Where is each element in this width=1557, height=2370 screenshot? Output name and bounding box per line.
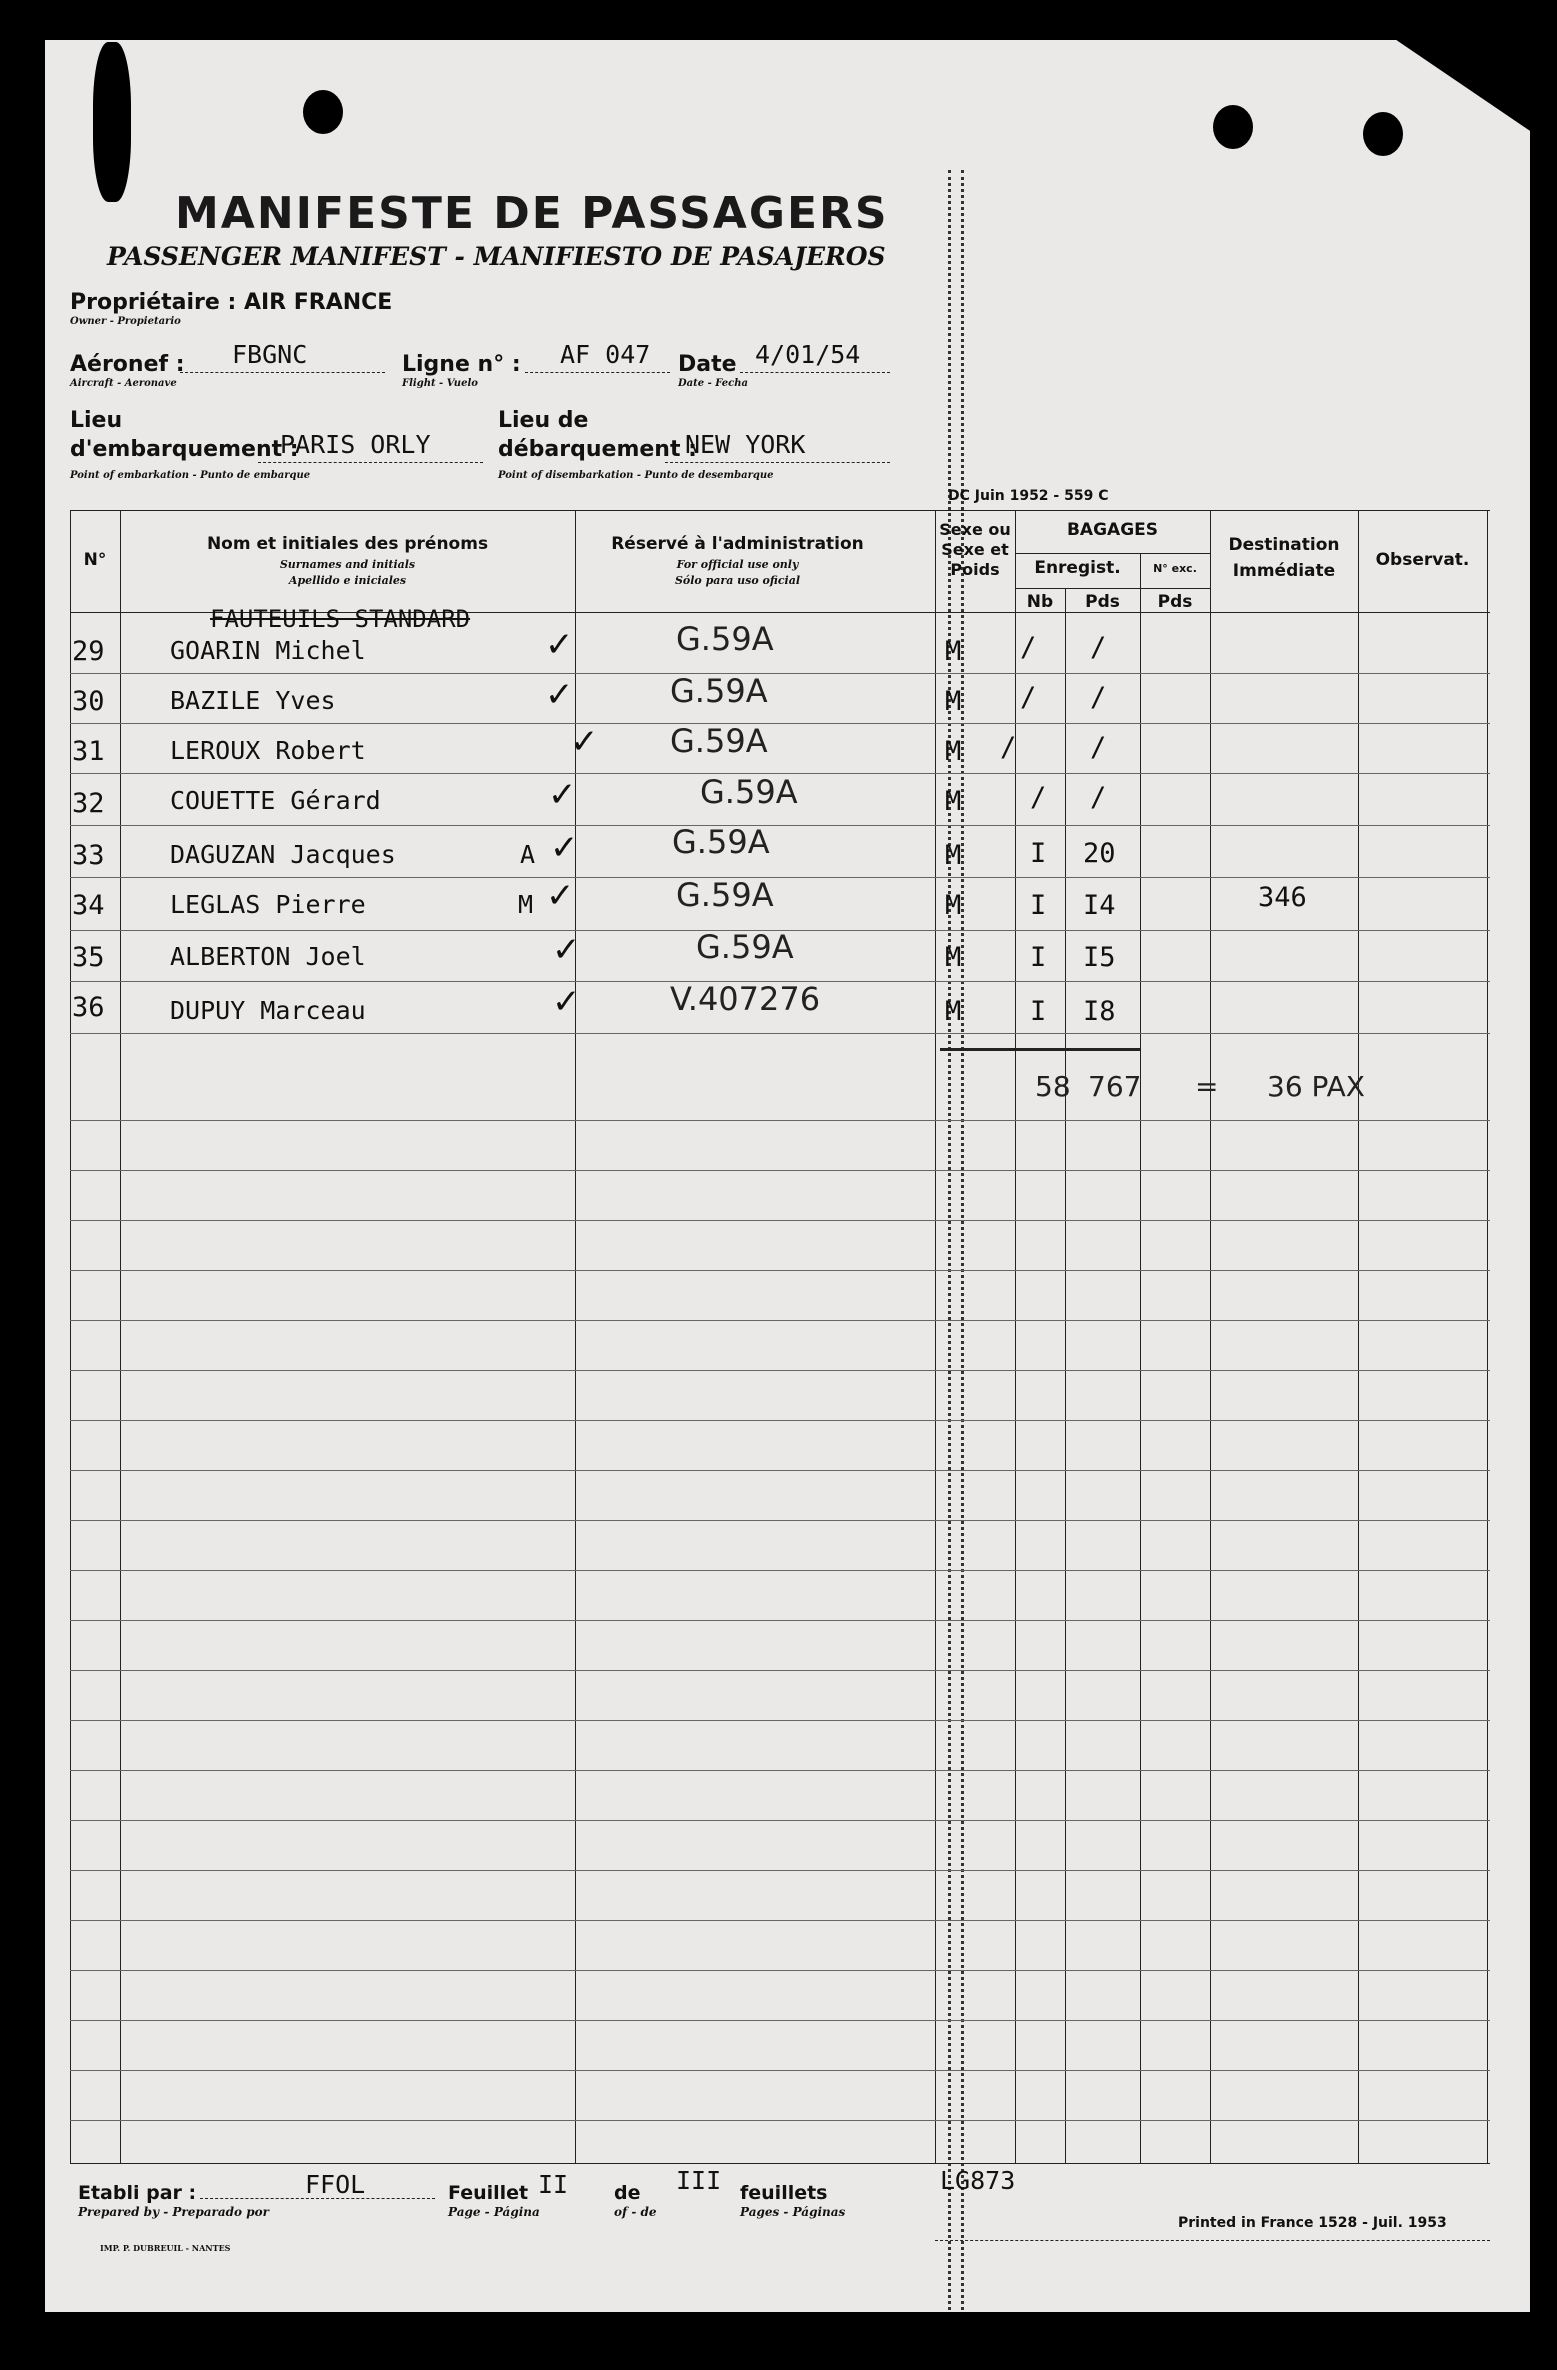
col-exc-pds-header: Pds — [1157, 592, 1193, 612]
sex-value: M — [945, 786, 962, 817]
passenger-name: BAZILE Yves — [170, 686, 336, 715]
bag-nb: I — [1030, 890, 1047, 921]
bag-pds: / — [1090, 682, 1107, 713]
bag-nb: I — [1030, 942, 1047, 973]
admin-note: G.59A — [670, 672, 768, 710]
col-obs-header: Observat. — [1375, 550, 1470, 570]
row-number: 32 — [72, 788, 105, 819]
disembark-label-2: débarquement : — [498, 437, 697, 462]
section-note: FAUTEUILS STANDARD — [210, 605, 471, 633]
total-pds: 767 — [1088, 1070, 1142, 1103]
pages-sub: Pages - Páginas — [740, 2205, 846, 2219]
check-mark: ✓ — [548, 775, 577, 815]
total-eq: = — [1195, 1070, 1219, 1103]
col-admin-en: For official use only — [676, 558, 799, 571]
admin-note: G.59A — [676, 876, 774, 914]
check-mark: ✓ — [545, 625, 574, 665]
check-mark: ✓ — [552, 982, 581, 1022]
col-enreg-header: Enregist. — [1034, 558, 1121, 578]
sex-value: M — [945, 996, 962, 1027]
owner-label: Propriétaire : AIR FRANCE — [70, 290, 393, 315]
ink-stain — [93, 42, 131, 202]
destination-note: 346 — [1258, 882, 1307, 913]
bag-nb: I — [1030, 996, 1047, 1027]
bag-nb: / — [1000, 732, 1017, 763]
bag-pds: I5 — [1083, 942, 1116, 973]
date-sub: Date - Fecha — [678, 378, 748, 389]
passenger-mark: A — [520, 840, 536, 869]
flight-value: AF 047 — [560, 340, 651, 369]
embark-label-2: d'embarquement : — [70, 437, 299, 462]
owner-sub: Owner - Propietario — [70, 316, 181, 327]
page-label: Feuillet — [448, 2182, 529, 2204]
aircraft-value: FBGNC — [232, 340, 308, 369]
bag-pds: / — [1090, 782, 1107, 813]
check-mark: ✓ — [546, 876, 575, 916]
col-admin-header: Réservé à l'administration — [611, 534, 864, 554]
disembark-sub: Point of disembarkation - Punto de desembarque — [498, 470, 774, 481]
sex-value: M — [945, 736, 962, 767]
passenger-mark: M — [518, 890, 534, 919]
date-label: Date — [678, 352, 737, 377]
passenger-name: ALBERTON Joel — [170, 942, 366, 971]
check-mark: ✓ — [550, 828, 579, 868]
admin-note: G.59A — [696, 928, 794, 966]
flight-label: Ligne n° : — [402, 352, 521, 377]
row-number: 36 — [72, 992, 105, 1023]
flight-sub: Flight - Vuelo — [402, 378, 478, 389]
printer-imprint: IMP. P. DUBREUIL - NANTES — [100, 2243, 231, 2253]
sex-value: M — [945, 636, 962, 667]
row-number: 33 — [72, 840, 105, 871]
of-label: de — [614, 2182, 641, 2204]
of-sub: of - de — [614, 2205, 657, 2219]
admin-note: V.407276 — [670, 980, 821, 1018]
page-value: II — [538, 2170, 569, 2199]
total-nb: 58 — [1035, 1070, 1071, 1103]
col-no-header: N° — [83, 550, 107, 570]
admin-note: G.59A — [700, 773, 798, 811]
aircraft-label: Aéronef : — [70, 352, 185, 377]
sex-value: M — [945, 890, 962, 921]
passenger-name: GOARIN Michel — [170, 636, 366, 665]
check-mark: ✓ — [545, 675, 574, 715]
disembark-value: NEW YORK — [685, 430, 806, 459]
col-nb-header: Nb — [1026, 592, 1054, 612]
date-value: 4/01/54 — [755, 340, 861, 369]
row-number: 30 — [72, 686, 105, 717]
embark-value: PARIS ORLY — [280, 430, 431, 459]
sex-value: M — [945, 942, 962, 973]
col-dest-header: Destination Immédiate — [1228, 535, 1340, 581]
disembark-label-1: Lieu de — [498, 408, 589, 433]
page-subtitle: PASSENGER MANIFEST - MANIFIESTO DE PASAJEROS — [107, 242, 886, 271]
bag-nb: / — [1020, 682, 1037, 713]
admin-note: G.59A — [676, 620, 774, 658]
passenger-name: LEROUX Robert — [170, 736, 366, 765]
bag-pds: I4 — [1083, 890, 1116, 921]
prepared-sub: Prepared by - Preparado por — [78, 2205, 269, 2219]
col-pds-header: Pds — [1085, 592, 1120, 612]
col-name-en: Surnames and initials — [279, 558, 416, 571]
bag-nb: / — [1020, 632, 1037, 663]
pages-label: feuillets — [740, 2182, 828, 2204]
row-number: 31 — [72, 736, 105, 767]
passenger-name: LEGLAS Pierre — [170, 890, 366, 919]
sex-value: M — [945, 840, 962, 871]
aircraft-sub: Aircraft - Aeronave — [70, 378, 177, 389]
passenger-name: DAGUZAN Jacques — [170, 840, 396, 869]
check-mark: ✓ — [552, 930, 581, 970]
embark-sub: Point of embarkation - Punto de embarque — [70, 470, 311, 481]
bag-pds: / — [1090, 732, 1107, 763]
admin-note: G.59A — [672, 823, 770, 861]
passenger-name: DUPUY Marceau — [170, 996, 366, 1025]
page-title: MANIFESTE DE PASSAGERS — [175, 188, 889, 239]
col-exc-header: N° exc. — [1153, 562, 1197, 575]
col-bagages-header: BAGAGES — [1066, 520, 1159, 540]
total-pax: 36 PAX — [1267, 1070, 1365, 1103]
punch-hole-right-1 — [1213, 105, 1253, 149]
page-sub: Page - Página — [448, 2205, 540, 2219]
row-number: 34 — [72, 890, 105, 921]
admin-note: G.59A — [670, 722, 768, 760]
bag-pds: I8 — [1083, 996, 1116, 1027]
embark-label-1: Lieu — [70, 408, 123, 433]
col-name-es: Apellido e iniciales — [288, 574, 407, 587]
passenger-name: COUETTE Gérard — [170, 786, 381, 815]
col-sex-header: Sexe ou Sexe et Poids — [939, 520, 1011, 579]
reference-code: LG873 — [940, 2166, 1016, 2195]
row-number: 29 — [72, 636, 105, 667]
row-number: 35 — [72, 942, 105, 973]
sex-value: M — [945, 686, 962, 717]
prepared-value: FFOL — [305, 2170, 366, 2199]
col-admin-es: Sólo para uso oficial — [674, 574, 801, 587]
punch-hole-right-2 — [1363, 112, 1403, 156]
bag-pds: 20 — [1083, 838, 1116, 869]
col-name-header: Nom et initiales des prénoms — [206, 534, 489, 554]
manifest-sheet — [45, 40, 1530, 2312]
printed-note: Printed in France 1528 - Juil. 1953 — [1178, 2215, 1447, 2231]
form-code: DC Juin 1952 - 559 C — [948, 488, 1109, 504]
prepared-label: Etabli par : — [78, 2182, 197, 2204]
check-mark: ✓ — [570, 722, 599, 762]
of-value: III — [676, 2166, 722, 2195]
bag-nb: I — [1030, 838, 1047, 869]
bag-nb: / — [1030, 782, 1047, 813]
punch-hole-left — [303, 90, 343, 134]
bag-pds: / — [1090, 632, 1107, 663]
